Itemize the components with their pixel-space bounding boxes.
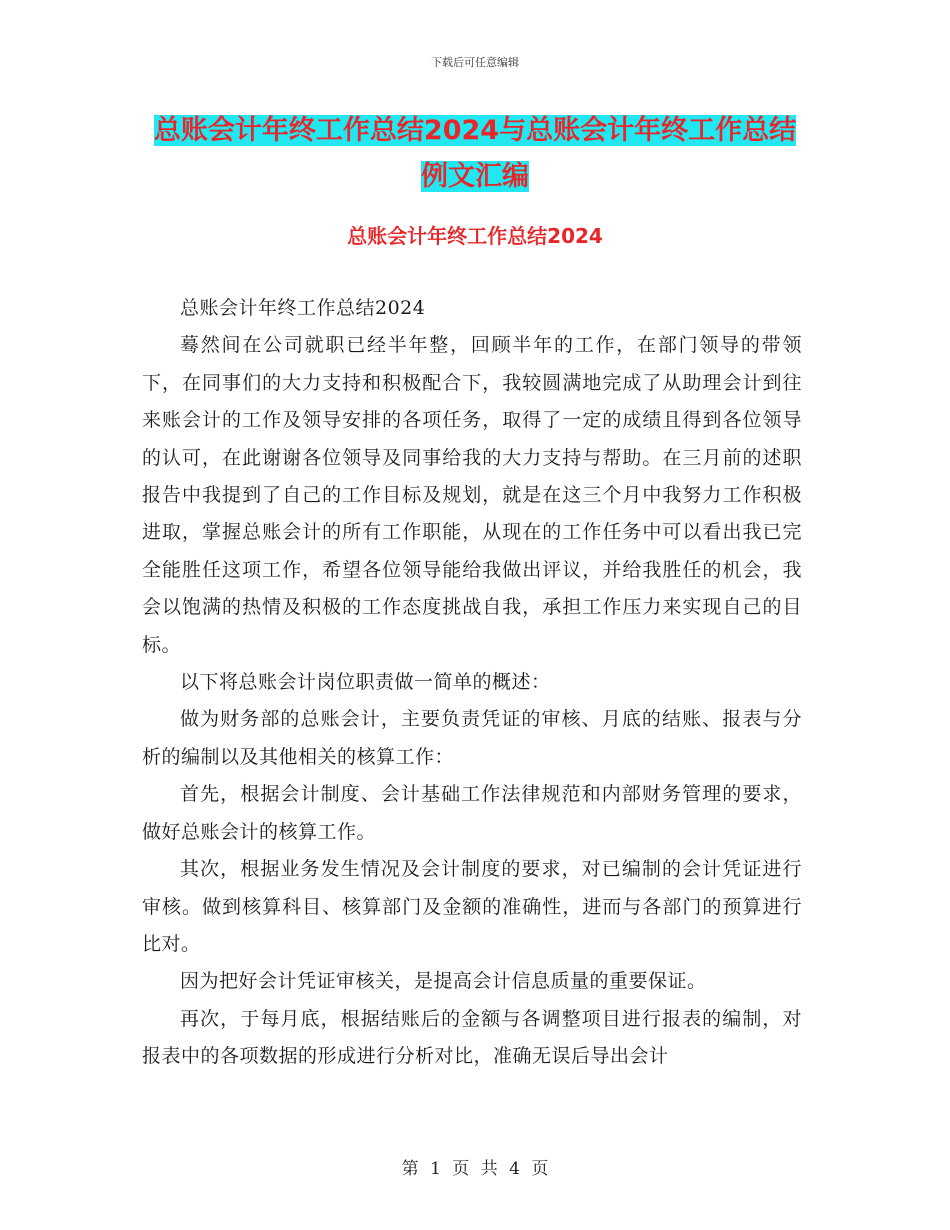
document-title-line1: 总账会计年终工作总结2024与总账会计年终工作总结 (153, 115, 797, 146)
paragraph: 以下将总账会计岗位职责做一简单的概述： (180, 671, 551, 694)
paragraph: 再次，于每月底，根据结账后的金额与各调整项目进行报表的编制，对报表中的各项数据的形成进行分析对比，准确无误后导出会计 (142, 1007, 802, 1068)
paragraph: 总账会计年终工作总结2024 (180, 297, 426, 319)
paragraph: 蓦然间在公司就职已经半年整，回顾半年的工作，在部门领导的带领下，在同事们的大力支持和积极配合下，我较圆满地完成了从助理会计到往来账会计的工作及领导安排的各项任务，取得了一定的成绩且得到各位领导的认可，在此谢谢各位领导及同事给我的大力支持与帮助。在三月前的述职报告中我提到了自己的工作目标及规划，就是在这三个月中我努力工作积极进取，掌握总账会计的所有工作职能，从现在的工作任务中可以看出我已完全能胜任这项工作，希望各位领导能给我做出评议，并给我胜任的机会，我会以饱满的热情及积极的工作态度挑战自我，承担工作压力来实现自己的目标。 (142, 334, 802, 656)
paragraph: 做为财务部的总账会计，主要负责凭证的审核、月底的结账、报表与分析的编制以及其他相关的核算工作： (142, 708, 802, 768)
paragraph: 因为把好会计凭证审核关，是提高会计信息质量的重要保证。 (180, 970, 707, 993)
document-title-line2: 例文汇编 (421, 161, 529, 192)
header-note: 下载后可任意编辑 (431, 56, 519, 69)
document-title (140, 108, 810, 200)
section-title: 总账会计年终工作总结2024 (347, 224, 603, 248)
body-text (142, 290, 802, 1076)
paragraph: 首先，根据会计制度、会计基础工作法律规范和内部财务管理的要求，做好总账会计的核算工作。 (142, 783, 802, 843)
paragraph: 其次，根据业务发生情况及会计制度的要求，对已编制的会计凭证进行审核。做到核算科目、核算部门及金额的准确性，进而与各部门的预算进行比对。 (142, 858, 802, 955)
page-number-footer: 第 1 页 共 4 页 (401, 1159, 549, 1179)
